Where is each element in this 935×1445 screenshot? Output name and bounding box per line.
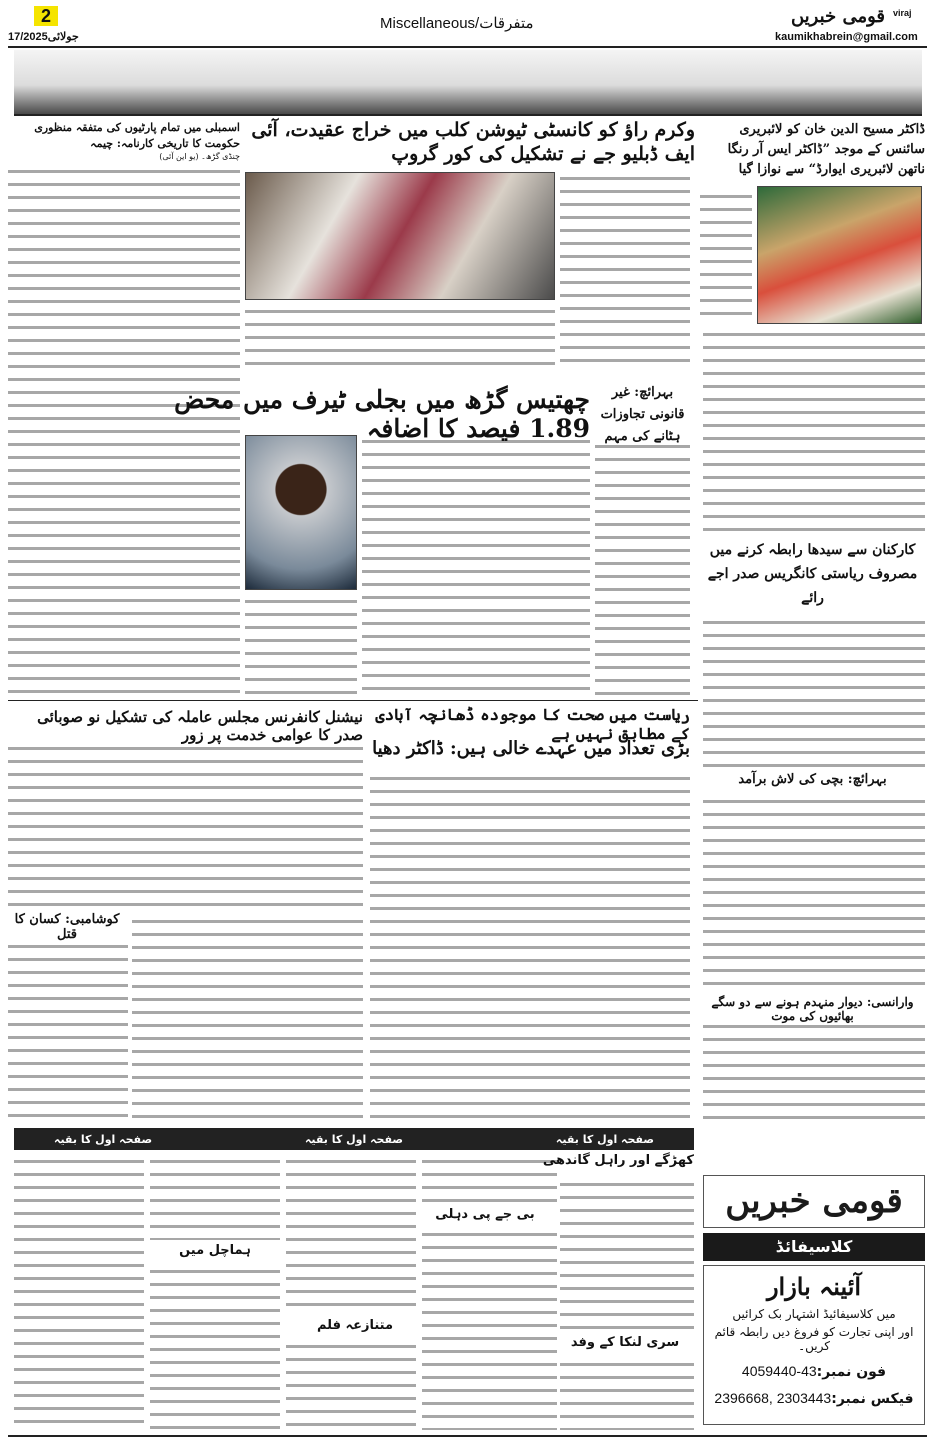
vikram-body: [560, 172, 690, 372]
continued-body: [150, 1265, 280, 1430]
subhead-film: متنازعہ فلم: [316, 1318, 394, 1333]
ad-title: آئینہ بازار: [766, 1272, 862, 1301]
nc-body: [132, 915, 363, 1120]
kaushambi-headline: کوشامبی: کسان کا قتل: [14, 912, 120, 942]
bahraich1-body: [595, 440, 690, 695]
page-number: 2: [34, 6, 58, 26]
subhead-kharge: کھڑگے اور راہل گاندھی: [542, 1153, 694, 1168]
continued-body: [286, 1340, 416, 1430]
assembly-dateline: چنڈی گڑھ۔ (یو این آئی): [159, 152, 240, 161]
continued-body: [422, 1155, 557, 1205]
award-body: [703, 328, 925, 534]
award-body: [700, 190, 752, 320]
congress-body: [703, 616, 925, 768]
ad-brand: قومی خبریں: [703, 1175, 925, 1228]
bahraich2-body: [703, 795, 925, 990]
continued-label: صفحہ اول کا بقیہ: [54, 1132, 153, 1146]
tariff-headline: چھتیس گڑھ میں بجلی ٹیرف میں محض 1.89 فیصد کا اضافہ: [174, 385, 590, 443]
skyline-banner: [14, 50, 922, 116]
ad-line-2: اور اپنی تجارت کو فروغ دیں رابطہ قائم کریں۔: [714, 1325, 914, 1353]
varanasi-headline: وارانسی: دیوار منہدم ہونے سے دو سگے بھائیوں کی موت: [711, 995, 914, 1023]
minister-photo: [245, 435, 357, 590]
ad-fax: [704, 1390, 924, 1407]
continued-bar: [14, 1128, 694, 1150]
varanasi-body: [703, 1020, 925, 1120]
ad-line-1: میں کلاسیفائیڈ اشتہار بک کرائیں: [732, 1307, 896, 1321]
fax-label: فیکس نمبر:: [831, 1391, 914, 1407]
award-photo: [757, 186, 922, 324]
award-headline: ڈاکٹر مسیح الدین خان کو لائبریری سائنس کے موجد ”ڈاکٹر ایس آر رنگا ناتھن لائبریری ایوارڈ“ سے نوازا گیا: [727, 122, 925, 177]
health-headline-2: بڑی تعداد میں عہدے خالی ہیں: ڈاکٹر دھیا: [372, 738, 690, 759]
kaushambi-body: [8, 940, 128, 1120]
issue-date: 17/جولائی2025: [8, 31, 79, 43]
subhead-himachal: ہماچل میں: [179, 1243, 251, 1258]
continued-body: [422, 1228, 557, 1430]
subhead-bjp: بی جے پی دہلی: [435, 1207, 535, 1222]
continued-body: [14, 1155, 144, 1430]
contact-email: kaumikhabrein@gmail.com: [775, 31, 918, 43]
header-rule: [8, 46, 927, 48]
ad-content: [703, 1265, 925, 1425]
bahraich1-headline: بہرائچ: غیر قانونی تجاوزات ہٹانے کی مہم: [600, 385, 685, 444]
subhead-srilanka: سری لنکا کے وفد: [570, 1335, 680, 1350]
continued-body: [560, 1178, 694, 1332]
continued-body: [560, 1358, 694, 1430]
nc-headline: نیشنل کانفرنس مجلس عاملہ کی تشکیل نو صوبائی صدر کا عوامی خدمت پر زور: [37, 708, 363, 744]
footer-rule: [8, 1435, 927, 1437]
congress-headline: کارکنان سے سیدھا رابطہ کرنے میں مصروف ریاستی کانگریس صدر اجے رائے: [707, 542, 918, 606]
assembly-headline: اسمبلی میں تمام پارٹیوں کی متفقہ منظوری حکومت کا تاریخی کارنامہ: چیمہ: [34, 121, 240, 150]
bahraich2-headline: بہرائچ: بچی کی لاش برآمد: [738, 772, 887, 787]
vikram-headline: وکرم راؤ کو کانسٹی ٹیوشن کلب میں خراج عقیدت، آئی ایف ڈبلیو جے نے تشکیل کی کور گروپ: [251, 119, 695, 165]
phone-label: فون نمبر:: [816, 1364, 887, 1380]
continued-label: صفحہ اول کا بقیہ: [304, 1132, 404, 1146]
brand-name: قومی خبریں: [790, 6, 885, 27]
health-body: [370, 772, 690, 1120]
vikram-body: [245, 305, 555, 375]
health-headline-1: ریاست میں صحت کا موجودہ ڈھانچہ آبادی کے مطابق نہیں ہے: [375, 705, 690, 743]
tariff-body: [362, 435, 590, 695]
section-title: Miscellaneous/متفرقات: [380, 15, 534, 32]
continued-label: صفحہ اول کا بقیہ: [555, 1132, 654, 1146]
tariff-body: [245, 595, 357, 695]
continued-body: [286, 1155, 416, 1315]
divider: [8, 700, 698, 701]
fax-number: 2396668, 2303443: [714, 1390, 832, 1406]
nc-body: [8, 742, 363, 912]
logo: viraj: [893, 8, 912, 18]
phone-number: 4059440-43: [741, 1363, 817, 1379]
ad-phone: [704, 1363, 924, 1380]
ad-band: کلاسیفائڈ: [703, 1233, 925, 1261]
classified-ad: [703, 1175, 925, 1430]
vikram-photo: [245, 172, 555, 300]
continued-body: [150, 1155, 280, 1240]
